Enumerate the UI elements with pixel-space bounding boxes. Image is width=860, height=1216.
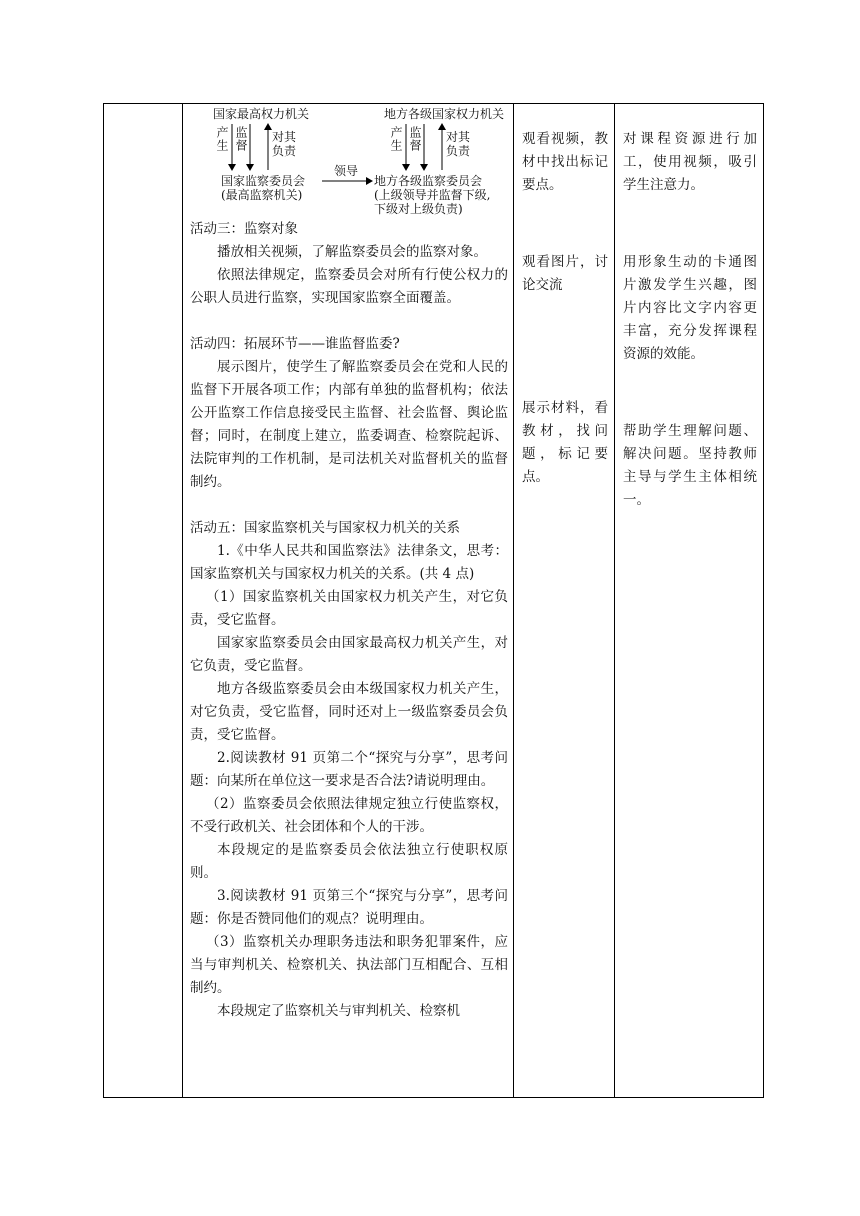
student-activity-1: 观看视频，教材中找出标记要点。 bbox=[522, 131, 608, 193]
left-responsible-line2: 负责 bbox=[272, 144, 297, 158]
left-supervise-label: 监督 bbox=[234, 126, 248, 152]
bottom-right-line2: (上级领导并监督下级, bbox=[374, 188, 491, 202]
right-produce-label: 产生 bbox=[389, 126, 403, 152]
blank-cell bbox=[104, 104, 183, 1098]
bottom-right-line1: 地方各级监察委员会 bbox=[374, 174, 483, 188]
design-intent-cell bbox=[615, 104, 764, 1098]
activity5-title: 活动五：国家监察机关与国家权力机关的关系 bbox=[190, 520, 460, 536]
activity5-principle: 本段规定的是监察委员会依法独立行使职权原则。 bbox=[190, 842, 508, 881]
activity5-paragraph4: 地方各级监察委员会由本级国家权力机关产生，对它负责，受它监督，同时还对上一级监察委员会负责，受它监督。 bbox=[190, 681, 508, 743]
teaching-process-cell bbox=[183, 104, 514, 1098]
activity5-point1: （1）国家监察机关由国家权力机关产生，对它负责，受它监督。 bbox=[190, 589, 508, 628]
bottom-left-line1: 国家监察委员会 bbox=[221, 174, 306, 188]
lead-label: 领导 bbox=[334, 164, 359, 178]
activity4-title: 活动四：拓展环节——谁监督监委? bbox=[190, 336, 400, 352]
top-left-label: 国家最高权力机关 bbox=[213, 107, 310, 121]
design-intent-3: 帮助学生理解问题、解决问题。坚持教师主导与学生主体相统一。 bbox=[623, 423, 757, 508]
student-activity-2: 观看图片，讨论交流 bbox=[522, 254, 608, 293]
activity3-title: 活动三：监察对象 bbox=[190, 221, 298, 237]
right-responsible-label bbox=[446, 130, 470, 158]
left-responsible-line1: 对其 bbox=[272, 130, 297, 144]
right-supervise-label: 监督 bbox=[408, 126, 422, 152]
activity5-point3: （3）监察机关办理职务违法和职务犯罪案件，应当与审判机关、检察机关、执法部门互相配合、互相制约。 bbox=[190, 934, 508, 996]
design-intent-1: 对课程资源进行加工，使用视频，吸引学生注意力。 bbox=[623, 131, 757, 193]
activity3-paragraph2: 依照法律规定，监察委员会对所有行使公权力的公职人员进行监察，实现国家监察全面覆盖。 bbox=[190, 267, 508, 306]
supervision-diagram bbox=[183, 104, 513, 218]
student-activity-cell bbox=[514, 104, 615, 1098]
table-row bbox=[104, 104, 764, 1098]
activity5-paragraph3: 国家家监察委员会由国家最高权力机关产生，对它负责，受它监督。 bbox=[190, 635, 508, 674]
right-responsible-line2: 负责 bbox=[446, 144, 471, 158]
activity5-point2: （2）监察委员会依照法律规定独立行使监察权，不受行政机关、社会团体和个人的干涉。 bbox=[190, 796, 508, 835]
left-responsible-label bbox=[272, 130, 296, 158]
design-intent-2: 用形象生动的卡通图片激发学生兴趣，图片内容比文字内容更丰富，充分发挥课程资源的效能。 bbox=[623, 254, 757, 362]
activity4-paragraph1: 展示图片，使学生了解监察委员会在党和人民的监督下开展各项工作；内部有单独的监督机构；依法公开监察工作信息接受民主监督、社会监督、舆论监督；同时，在制度上建立，监委调查、检察院起诉、法院审判的工作机制，是司法机关对监督机关的监督制约。 bbox=[190, 359, 508, 490]
bottom-left-label bbox=[221, 174, 305, 202]
activity3-paragraph1: 播放相关视频，了解监察委员会的监察对象。 bbox=[217, 244, 487, 260]
right-responsible-line1: 对其 bbox=[446, 130, 471, 144]
activity5-paragraph10: 本段规定了监察机关与审判机关、检察机 bbox=[217, 1003, 460, 1019]
bottom-right-label bbox=[374, 174, 491, 216]
student-activity-3: 展示材料，看教材，找问题，标记要点。 bbox=[522, 400, 608, 485]
lesson-plan-table bbox=[103, 103, 764, 1098]
activity5-paragraph1: 1.《中华人民共和国监察法》法律条文，思考：国家监察机关与国家权力机关的关系。(共 4 点) bbox=[190, 543, 508, 582]
activity5-question3: 3.阅读教材 91 页第三个“探究与分享”，思考问题：你是否赞同他们的观点？说明理由。 bbox=[190, 888, 508, 927]
top-right-label: 地方各级国家权力机关 bbox=[384, 107, 505, 121]
activity5-question2: 2.阅读教材 91 页第二个“探究与分享”，思考问题：向某所在单位这一要求是否合法?请说明理由。 bbox=[190, 750, 508, 789]
left-produce-label: 产生 bbox=[215, 126, 229, 152]
bottom-right-line3: 下级对上级负责) bbox=[374, 202, 463, 216]
bottom-left-line2: (最高监察机关) bbox=[221, 188, 303, 202]
